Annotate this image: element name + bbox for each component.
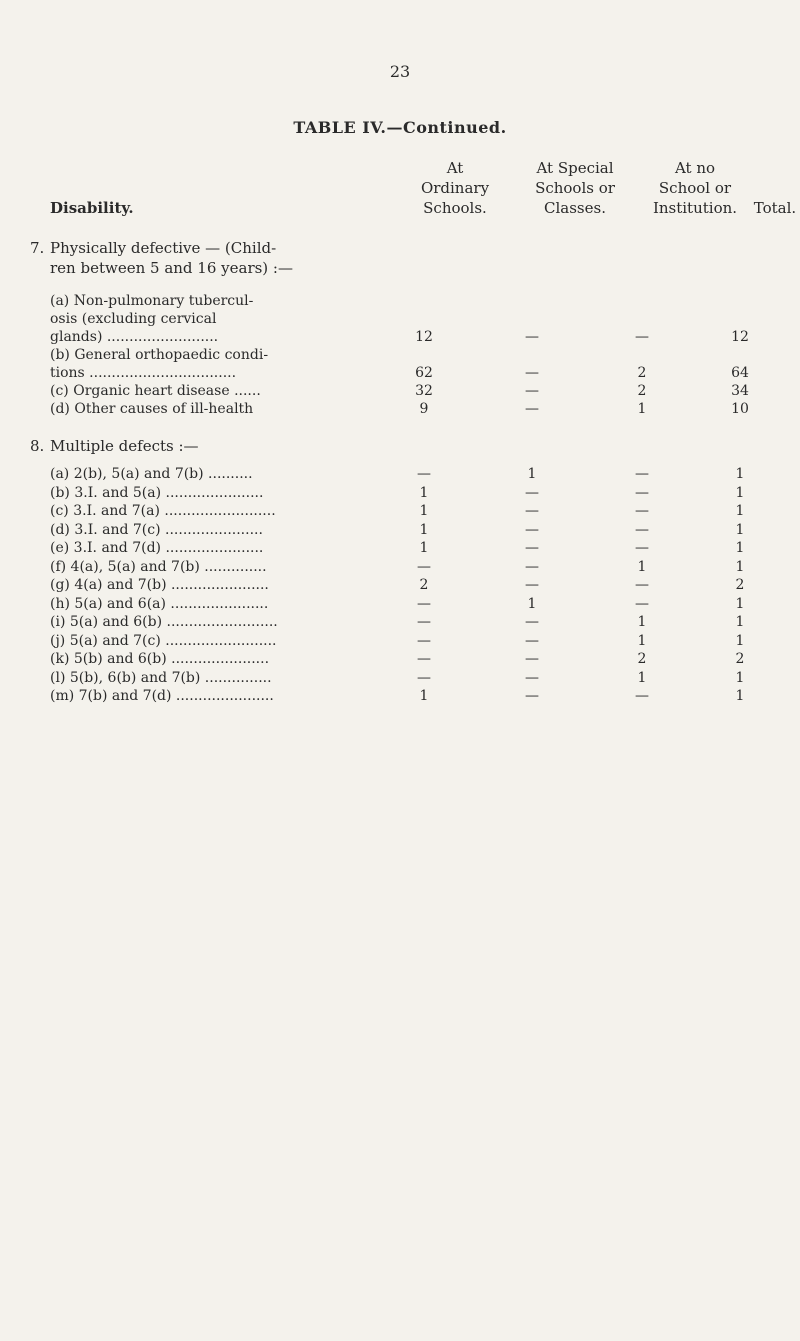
header-ordinary-line: At	[446, 159, 464, 177]
cell-special: 1	[527, 595, 537, 612]
row-label: (b) General orthopaedic condi-	[50, 347, 269, 363]
cell-none: 1	[637, 401, 647, 417]
cell-special: —	[525, 688, 539, 704]
cell-special: —	[525, 632, 539, 649]
cell-ordinary: —	[417, 595, 431, 612]
section-7-heading-line2: ren between 5 and 16 years) :—	[50, 259, 293, 277]
cell-none: —	[635, 329, 649, 345]
cell-special: —	[525, 651, 539, 667]
row-label: (m) 7(b) and 7(d) ......................	[50, 688, 274, 704]
cell-none: 1	[637, 558, 647, 575]
row-label: (b) 3.I. and 5(a) ......................	[50, 484, 264, 501]
cell-special: —	[525, 383, 539, 399]
row-label: (i) 5(a) and 6(b) .........................	[50, 614, 278, 630]
row-label: (c) 3.I. and 7(a) .........................	[50, 503, 276, 519]
cell-ordinary: 9	[419, 401, 429, 417]
cell-ordinary: 62	[415, 365, 433, 381]
cell-total: 10	[731, 401, 749, 417]
header-special-line: Classes.	[544, 199, 606, 217]
cell-ordinary: —	[417, 669, 431, 686]
cell-total: 1	[735, 688, 745, 704]
cell-none: 2	[637, 651, 647, 667]
cell-none: —	[635, 521, 649, 538]
header-ordinary-schools	[390, 158, 520, 218]
cell-none: 1	[637, 614, 647, 630]
cell-ordinary: 32	[415, 383, 433, 399]
header-ordinary-line: Ordinary	[420, 179, 490, 197]
section-number: 8.	[30, 437, 45, 455]
cell-ordinary: 12	[415, 329, 433, 345]
header-none-line: Institution.	[652, 199, 738, 217]
cell-ordinary: —	[417, 651, 431, 667]
cell-special: —	[525, 484, 539, 501]
cell-none: 2	[637, 365, 647, 381]
cell-special: —	[525, 521, 539, 538]
cell-special: —	[525, 401, 539, 417]
cell-ordinary: —	[417, 632, 431, 649]
cell-ordinary: —	[417, 466, 431, 482]
header-special-line: At Special	[536, 159, 614, 177]
cell-ordinary: 2	[419, 577, 429, 593]
cell-total: 1	[735, 484, 745, 501]
row-label: osis (excluding cervical	[50, 311, 217, 327]
section-number: 7.	[30, 239, 45, 257]
cell-total: 1	[735, 466, 745, 482]
section-8-heading	[30, 436, 199, 456]
table-title: TABLE IV.—Continued.	[293, 118, 507, 137]
cell-ordinary: —	[417, 558, 431, 575]
cell-total: 1	[735, 540, 745, 556]
section-line: Physically defective — (Child-	[50, 239, 277, 257]
cell-total: 34	[731, 383, 749, 399]
row-label: glands) .........................	[50, 329, 219, 345]
cell-none: 1	[637, 669, 647, 686]
cell-none: —	[635, 688, 649, 704]
cell-special: —	[525, 540, 539, 556]
row-label: tions .................................	[50, 365, 237, 381]
row-label: (d) Other causes of ill-health	[50, 401, 254, 417]
header-special-line: Schools or	[535, 179, 615, 197]
row-label: (a) Non-pulmonary tubercul-	[50, 293, 254, 309]
header-total: Total.	[753, 199, 797, 217]
row-label: (l) 5(b), 6(b) and 7(b) ...............	[50, 669, 272, 686]
row-label: (h) 5(a) and 6(a) ......................	[50, 595, 269, 612]
cell-special: —	[525, 329, 539, 345]
cell-none: —	[635, 595, 649, 612]
row-label: (j) 5(a) and 7(c) .........................	[50, 632, 277, 649]
cell-total: 1	[735, 632, 745, 649]
cell-special: —	[525, 669, 539, 686]
header-ordinary-line: Schools.	[423, 199, 487, 217]
page-number: 23	[389, 62, 411, 81]
cell-total: 1	[735, 669, 745, 686]
cell-special: —	[525, 558, 539, 575]
cell-special: —	[525, 503, 539, 519]
cell-none: —	[635, 503, 649, 519]
cell-none: —	[635, 466, 649, 482]
cell-total: 1	[735, 595, 745, 612]
cell-total: 2	[735, 577, 745, 593]
cell-total: 12	[731, 329, 749, 345]
header-special-schools	[515, 158, 635, 218]
row-label: (d) 3.I. and 7(c) ......................	[50, 521, 263, 538]
cell-none: 2	[637, 383, 647, 399]
cell-special: —	[525, 365, 539, 381]
cell-ordinary: 1	[419, 503, 429, 519]
row-label: (e) 3.I. and 7(d) ......................	[50, 540, 264, 556]
cell-none: —	[635, 577, 649, 593]
header-disability: Disability.	[50, 199, 134, 217]
cell-special: —	[525, 614, 539, 630]
section-line: Multiple defects :—	[50, 437, 199, 455]
section-7-heading	[30, 238, 276, 258]
cell-total: 1	[735, 503, 745, 519]
cell-none: —	[635, 484, 649, 501]
header-none-line: School or	[658, 179, 732, 197]
cell-none: 1	[637, 632, 647, 649]
cell-total: 1	[735, 614, 745, 630]
row-label: (a) 2(b), 5(a) and 7(b) ..........	[50, 466, 253, 482]
cell-special: 1	[527, 466, 537, 482]
cell-total: 2	[735, 651, 745, 667]
row-label: (f) 4(a), 5(a) and 7(b) ..............	[50, 558, 267, 575]
cell-ordinary: 1	[419, 540, 429, 556]
cell-total: 1	[735, 558, 745, 575]
cell-special: —	[525, 577, 539, 593]
row-label: (c) Organic heart disease ......	[50, 383, 261, 399]
row-label: (k) 5(b) and 6(b) ......................	[50, 651, 270, 667]
cell-none: —	[635, 540, 649, 556]
cell-ordinary: 1	[419, 688, 429, 704]
cell-ordinary: 1	[419, 484, 429, 501]
header-none-line: At no	[674, 159, 716, 177]
cell-total: 1	[735, 521, 745, 538]
cell-ordinary: 1	[419, 521, 429, 538]
cell-ordinary: —	[417, 614, 431, 630]
row-label: (g) 4(a) and 7(b) ......................	[50, 577, 269, 593]
cell-total: 64	[731, 365, 749, 381]
